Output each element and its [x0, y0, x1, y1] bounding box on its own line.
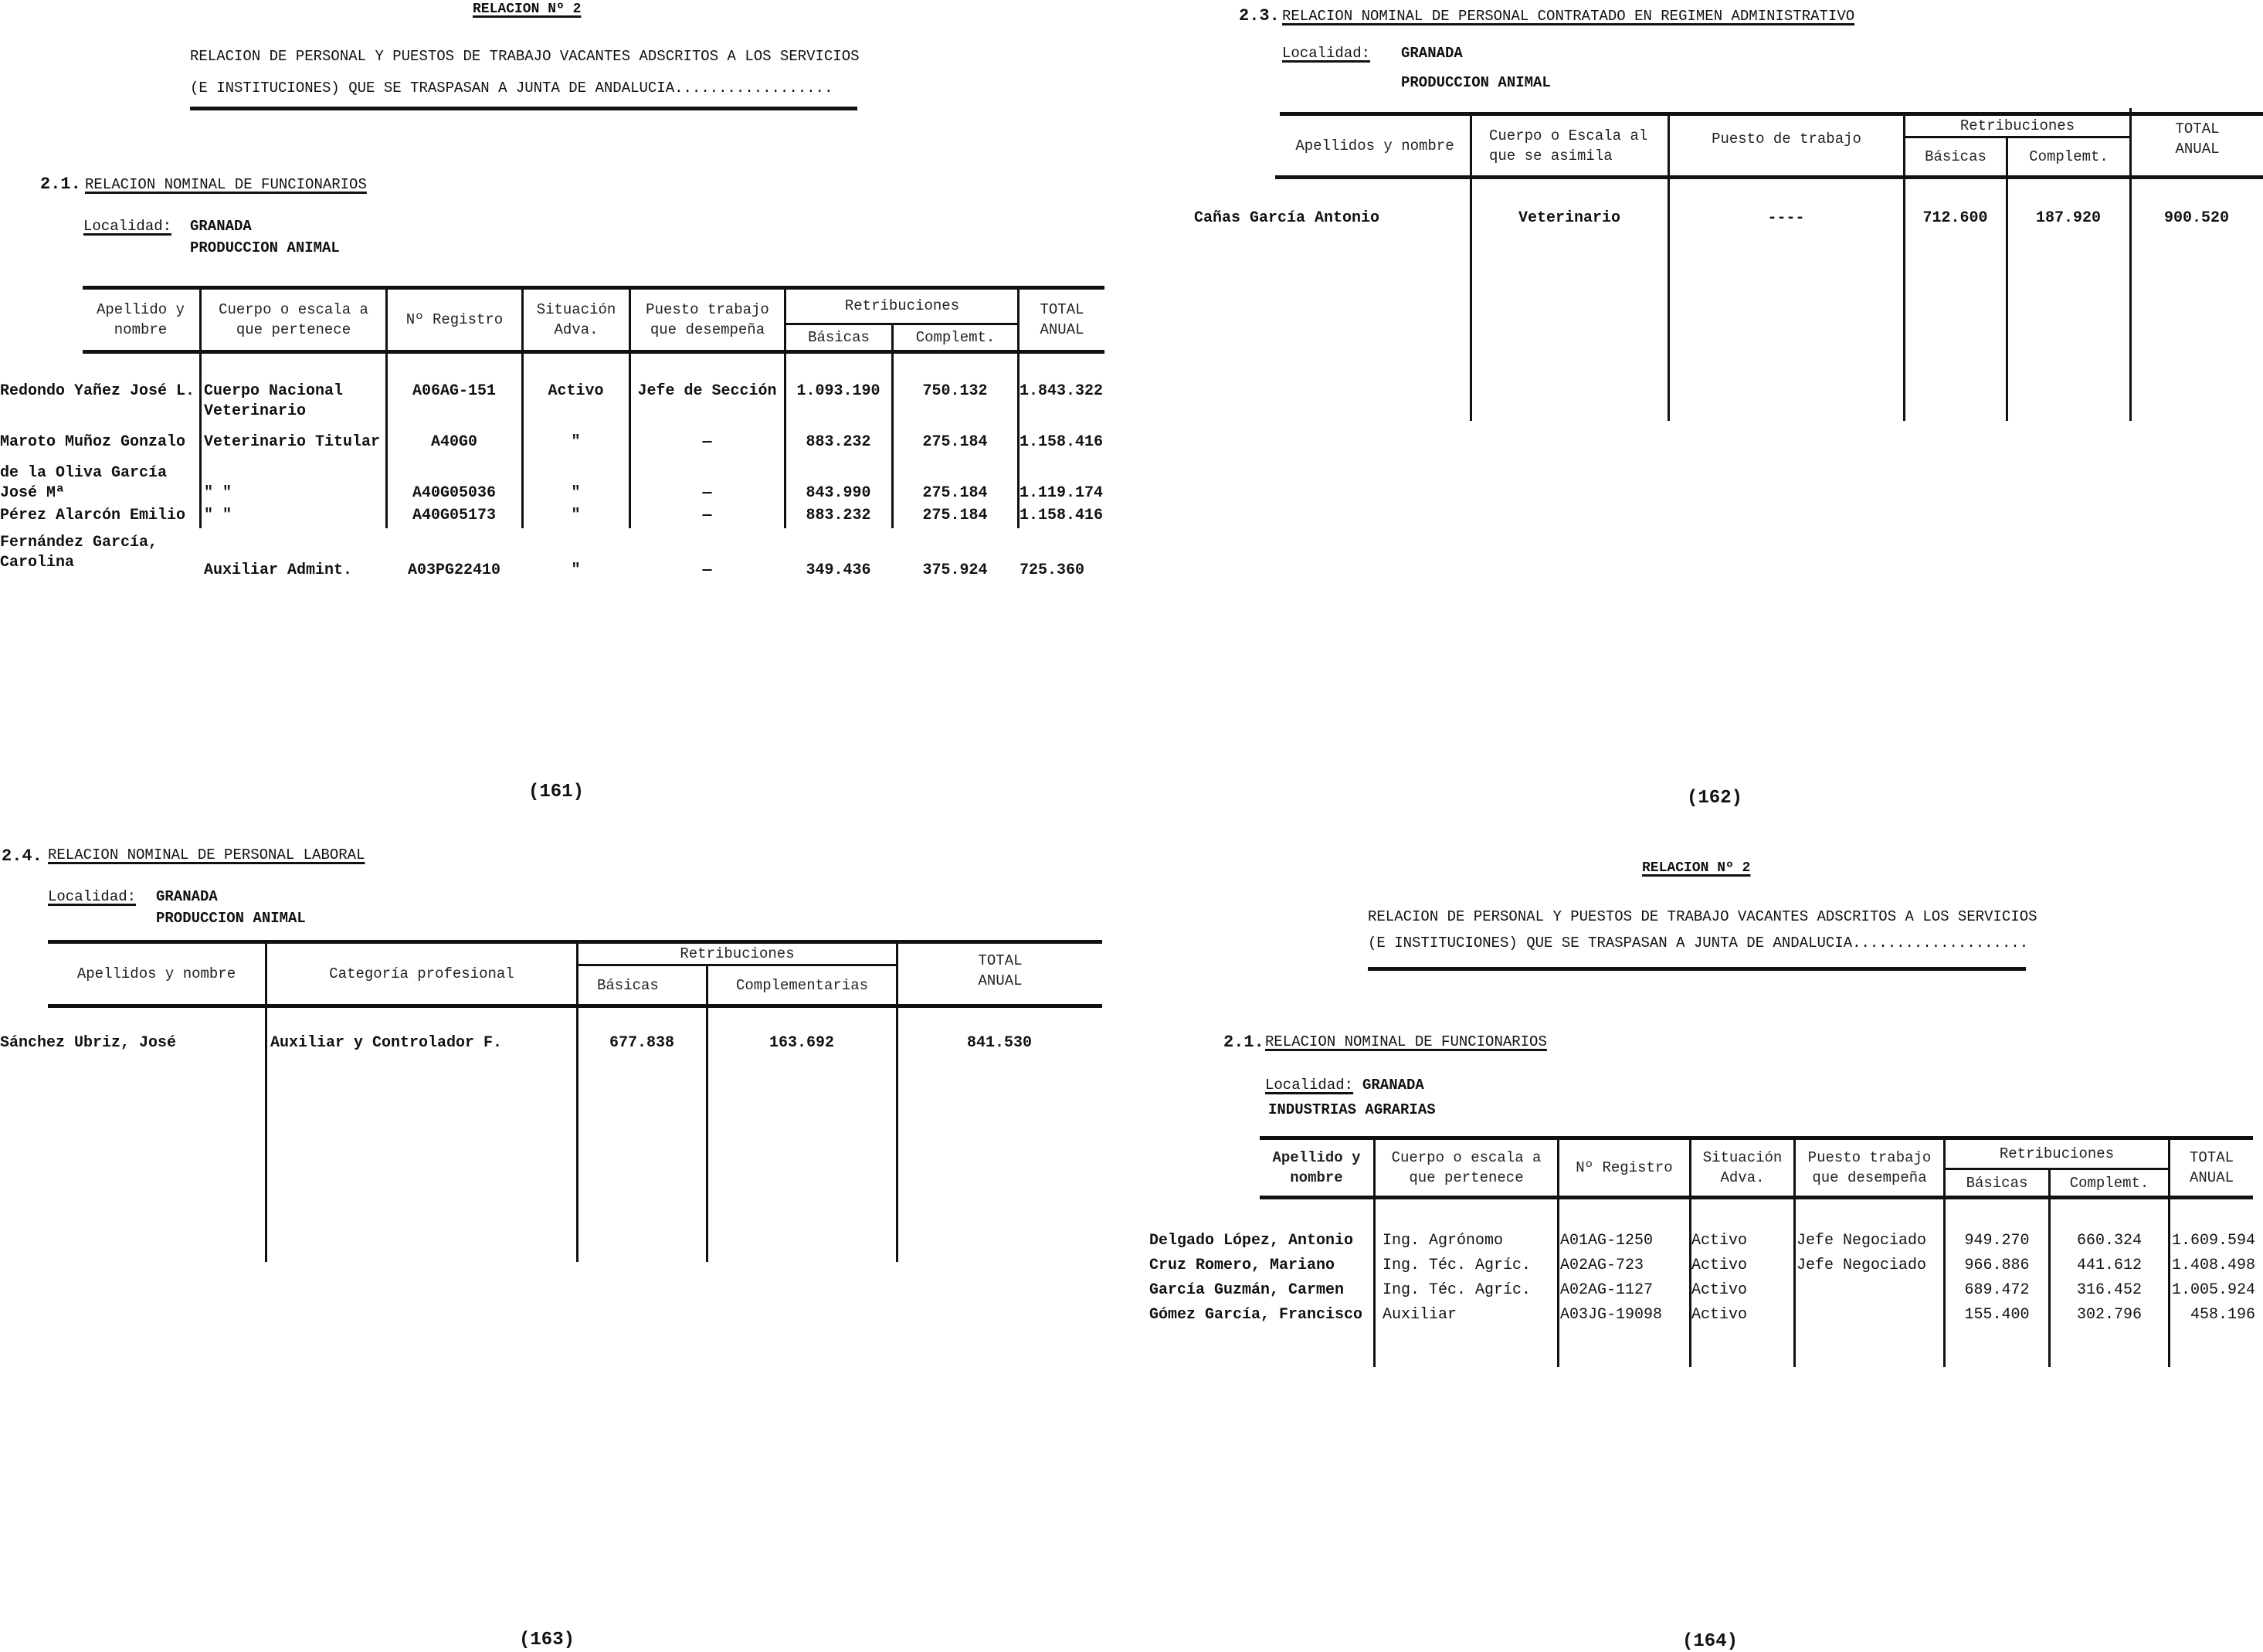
heading-line-2: [1368, 935, 2028, 952]
cell-situacion: ": [571, 561, 581, 579]
cell-puesto: —: [702, 507, 712, 524]
cell-puesto: —: [702, 433, 712, 451]
table-row: [0, 433, 2263, 453]
cell-basicas: 966.886: [1964, 1257, 2030, 1274]
header-puesto: Puesto de trabajo: [1712, 131, 1861, 148]
cell-name: Delgado López, Antonio: [1149, 1232, 1354, 1250]
header-registro: Nº Registro: [405, 311, 504, 328]
heading-rule: [190, 107, 857, 110]
header-complem: Complementarias: [735, 977, 869, 994]
table-row: [0, 463, 2263, 504]
cell-total: 841.530: [966, 1034, 1032, 1052]
traspaso-destino: JUNTA DE ANDALUCIA: [1693, 935, 1853, 952]
section-title: RELACION NOMINAL DE FUNCIONARIOS: [85, 176, 367, 193]
cell-situacion: ": [571, 484, 581, 502]
header-basicas: Básicas: [1966, 1175, 2028, 1192]
table-row: [0, 533, 2263, 581]
table-row: [0, 1256, 2263, 1276]
cell-basicas: 155.400: [1964, 1306, 2030, 1324]
cell-registro: A06AG-151: [412, 382, 497, 400]
cell-name: Maroto Muñoz Gonzalo: [0, 433, 186, 451]
relacion-title: RELACION Nº 2: [1642, 860, 1751, 876]
table-header-rule: [48, 1004, 1102, 1008]
cell-registro: A03PG22410: [407, 561, 501, 579]
cell-total: 1.158.416: [1020, 433, 1104, 451]
header-complem: Complemt.: [915, 329, 996, 346]
cell-complem: 660.324: [2076, 1232, 2142, 1250]
cell-registro: A02AG-1127: [1560, 1281, 1654, 1299]
cell-basicas: 883.232: [806, 433, 871, 451]
cell-situacion: Activo: [1691, 1306, 1748, 1324]
table-row: [0, 209, 2263, 229]
cell-complem: 187.920: [2035, 209, 2101, 227]
cell-cuerpo: Auxiliar Admint.: [204, 561, 353, 579]
header-retribuciones: Retribuciones: [844, 297, 960, 314]
header-situacion: Situación Adva.: [1702, 1149, 1783, 1186]
cell-basicas: 689.472: [1964, 1281, 2030, 1299]
cell-categoria: Auxiliar y Controlador F.: [270, 1034, 503, 1052]
cell-cuerpo: Ing. Téc. Agríc.: [1383, 1281, 1532, 1299]
cell-situacion: ": [571, 433, 581, 451]
cell-name: Cañas García Antonio: [1194, 209, 1380, 227]
servicio: PRODUCCION ANIMAL: [1401, 74, 1551, 91]
cell-cuerpo: Ing. Agrónomo: [1383, 1232, 1504, 1250]
cell-basicas: 1.093.190: [796, 382, 880, 400]
section-title: RELACION NOMINAL DE FUNCIONARIOS: [1265, 1033, 1547, 1050]
retribuciones-rule: [1944, 1168, 2169, 1170]
cell-cuerpo: Veterinario Titular: [204, 433, 381, 451]
cell-complem: 375.924: [922, 561, 988, 579]
servicio: INDUSTRIAS AGRARIAS: [1268, 1101, 1436, 1118]
localidad-value: GRANADA: [190, 218, 252, 235]
table-row: [0, 1231, 2263, 1251]
cell-puesto: —: [702, 484, 712, 502]
header-basicas: Básicas: [808, 329, 870, 346]
heading-line-1: RELACION DE PERSONAL Y PUESTOS DE TRABAJO VACANTES ADSCRITOS A LOS SERVICIOS: [190, 48, 860, 65]
cell-basicas: 949.270: [1964, 1232, 2030, 1250]
cell-cuerpo: Ing. Téc. Agríc.: [1383, 1257, 1532, 1274]
heading-rule: [1368, 967, 2026, 971]
localidad-value: GRANADA: [1401, 45, 1463, 62]
cell-situacion: Activo: [1691, 1281, 1748, 1299]
retribuciones-rule: [1904, 136, 2130, 138]
cell-complem: 163.692: [768, 1034, 834, 1052]
servicio: PRODUCCION ANIMAL: [156, 910, 306, 927]
header-basicas: Básicas: [597, 977, 659, 994]
column-divider: [2006, 137, 2008, 421]
retribuciones-rule: [577, 964, 897, 966]
page-number: (163): [519, 1630, 575, 1650]
cell-total: 458.196: [2190, 1306, 2255, 1324]
cell-total: 1.119.174: [1020, 484, 1104, 502]
localidad-label: Localidad:: [1265, 1077, 1354, 1094]
localidad-label: Localidad:: [1282, 45, 1371, 62]
section-title: RELACION NOMINAL DE PERSONAL CONTRATADO EN REGIMEN ADMINISTRATIVO: [1282, 8, 1855, 25]
cell-name: Gómez García, Francisco: [1149, 1306, 1363, 1324]
cell-basicas: 843.990: [806, 484, 871, 502]
cell-puesto: Jefe Negociado: [1796, 1232, 1927, 1250]
table-row: [0, 1281, 2263, 1301]
header-complem: Complemt.: [2029, 148, 2109, 165]
localidad-label: Localidad:: [48, 888, 137, 905]
header-registro: Nº Registro: [1576, 1159, 1673, 1176]
cell-registro: A03JG-19098: [1560, 1306, 1663, 1324]
table-header-rule: [1260, 1196, 2253, 1199]
cell-basicas: 712.600: [1922, 209, 1988, 227]
dotted-leader: ....................: [1852, 935, 2029, 952]
header-categoria: Categoría profesional: [329, 965, 514, 982]
column-divider: [706, 965, 708, 1262]
header-cuerpo: Cuerpo o escala a que pertenece: [219, 301, 368, 338]
localidad-value: GRANADA: [156, 888, 218, 905]
cell-cuerpo: Veterinario: [1518, 209, 1621, 227]
header-total: TOTAL ANUAL: [2175, 120, 2220, 158]
header-total: TOTAL ANUAL: [978, 952, 1023, 989]
header-puesto: Puesto trabajo que desempeña: [1807, 1149, 1932, 1186]
cell-total: 1.158.416: [1020, 507, 1104, 524]
cell-basicas: 883.232: [806, 507, 871, 524]
cell-total: 1.005.924: [2171, 1281, 2255, 1299]
header-complem: Complemt.: [2069, 1175, 2149, 1192]
dotted-leader: ..................: [674, 80, 833, 97]
servicio: PRODUCCION ANIMAL: [190, 239, 340, 256]
header-total: TOTAL ANUAL: [1040, 301, 1084, 338]
cell-registro: A40G05173: [412, 507, 497, 524]
header-retribuciones: Retribuciones: [1959, 117, 2075, 134]
cell-cuerpo: " ": [204, 507, 232, 524]
cell-complem: 275.184: [922, 433, 988, 451]
section-number: 2.4.: [2, 846, 42, 866]
header-total: TOTAL ANUAL: [2189, 1149, 2234, 1186]
cell-complem: 750.132: [922, 382, 988, 400]
cell-puesto: ----: [1767, 209, 1805, 227]
cell-complem: 275.184: [922, 507, 988, 524]
section-number: 2.1.: [1223, 1033, 1264, 1052]
header-cuerpo: Cuerpo o Escala al que se asimila: [1489, 127, 1648, 165]
header-nombre: Apellido y nombre: [1272, 1149, 1361, 1186]
cell-situacion: ": [571, 507, 581, 524]
cell-basicas: 677.838: [609, 1034, 674, 1052]
cell-registro: A40G05036: [412, 484, 497, 502]
header-puesto: Puesto trabajo que desempeña: [646, 301, 769, 338]
header-nombre: Apellido y nombre: [96, 301, 185, 338]
heading-prefix: (E INSTITUCIONES) QUE SE TRASPASAN A: [190, 80, 507, 97]
cell-basicas: 349.436: [806, 561, 871, 579]
table-header-rule: [1275, 175, 2263, 179]
table-row: [0, 382, 2263, 422]
section-number: 2.1.: [40, 175, 81, 194]
page-number: (161): [528, 782, 585, 802]
cell-name: Cruz Romero, Mariano: [1149, 1257, 1335, 1274]
cell-puesto: Jefe Negociado: [1796, 1257, 1927, 1274]
cell-cuerpo: Cuerpo Nacional Veterinario: [204, 382, 344, 420]
cell-complem: 302.796: [2076, 1306, 2142, 1324]
cell-cuerpo: Auxiliar: [1383, 1306, 1457, 1324]
header-cuerpo: Cuerpo o escala a que pertenece: [1391, 1149, 1542, 1186]
cell-total: 1.843.322: [1020, 382, 1104, 400]
cell-name: Sánchez Ubriz, José: [0, 1034, 177, 1052]
page-number: (164): [1682, 1631, 1739, 1652]
cell-total: 725.360: [1020, 561, 1085, 579]
relacion-title: RELACION Nº 2: [473, 2, 582, 17]
cell-situacion: Activo: [548, 382, 604, 400]
cell-complem: 275.184: [922, 484, 988, 502]
cell-registro: A01AG-1250: [1560, 1232, 1654, 1250]
table-row: [0, 1033, 2263, 1053]
cell-situacion: Activo: [1691, 1257, 1748, 1274]
cell-puesto: Jefe de Sección: [637, 382, 777, 400]
cell-name: de la Oliva García José Mª: [0, 464, 168, 502]
header-basicas: Básicas: [1925, 148, 1986, 165]
cell-name: Pérez Alarcón Emilio: [0, 507, 186, 524]
cell-registro: A40G0: [430, 433, 477, 451]
localidad-value: GRANADA: [1362, 1077, 1424, 1094]
cell-complem: 441.612: [2076, 1257, 2142, 1274]
section-number: 2.3.: [1239, 6, 1280, 25]
cell-complem: 316.452: [2076, 1281, 2142, 1299]
cell-cuerpo: " ": [204, 484, 232, 502]
section-title: RELACION NOMINAL DE PERSONAL LABORAL: [48, 846, 365, 863]
cell-total: 1.609.594: [2171, 1232, 2255, 1250]
cell-name: García Guzmán, Carmen: [1149, 1281, 1345, 1299]
traspaso-destino: JUNTA DE ANDALUCIA: [515, 80, 675, 97]
header-nombre: Apellidos y nombre: [76, 965, 236, 982]
heading-line-2: [190, 80, 833, 97]
header-situacion: Situación Adva.: [536, 301, 616, 338]
page-number: (162): [1687, 788, 1743, 809]
localidad-label: Localidad:: [83, 218, 172, 235]
header-retribuciones: Retribuciones: [680, 945, 795, 962]
header-retribuciones: Retribuciones: [1999, 1145, 2115, 1162]
table-row: [0, 1305, 2263, 1325]
table-header-rule: [83, 350, 1104, 354]
cell-registro: A02AG-723: [1560, 1257, 1644, 1274]
table-row: [0, 506, 2263, 526]
cell-situacion: Activo: [1691, 1232, 1748, 1250]
header-nombre: Apellidos y nombre: [1295, 137, 1454, 154]
cell-puesto: —: [702, 561, 712, 579]
cell-total: 900.520: [2163, 209, 2229, 227]
heading-line-1: RELACION DE PERSONAL Y PUESTOS DE TRABAJO VACANTES ADSCRITOS A LOS SERVICIOS: [1368, 908, 2037, 925]
cell-name: Redondo Yañez José L.: [0, 382, 195, 400]
cell-total: 1.408.498: [2171, 1257, 2255, 1274]
cell-name: Fernández García, Carolina: [0, 534, 158, 572]
heading-prefix: (E INSTITUCIONES) QUE SE TRASPASAN A: [1368, 935, 1685, 952]
